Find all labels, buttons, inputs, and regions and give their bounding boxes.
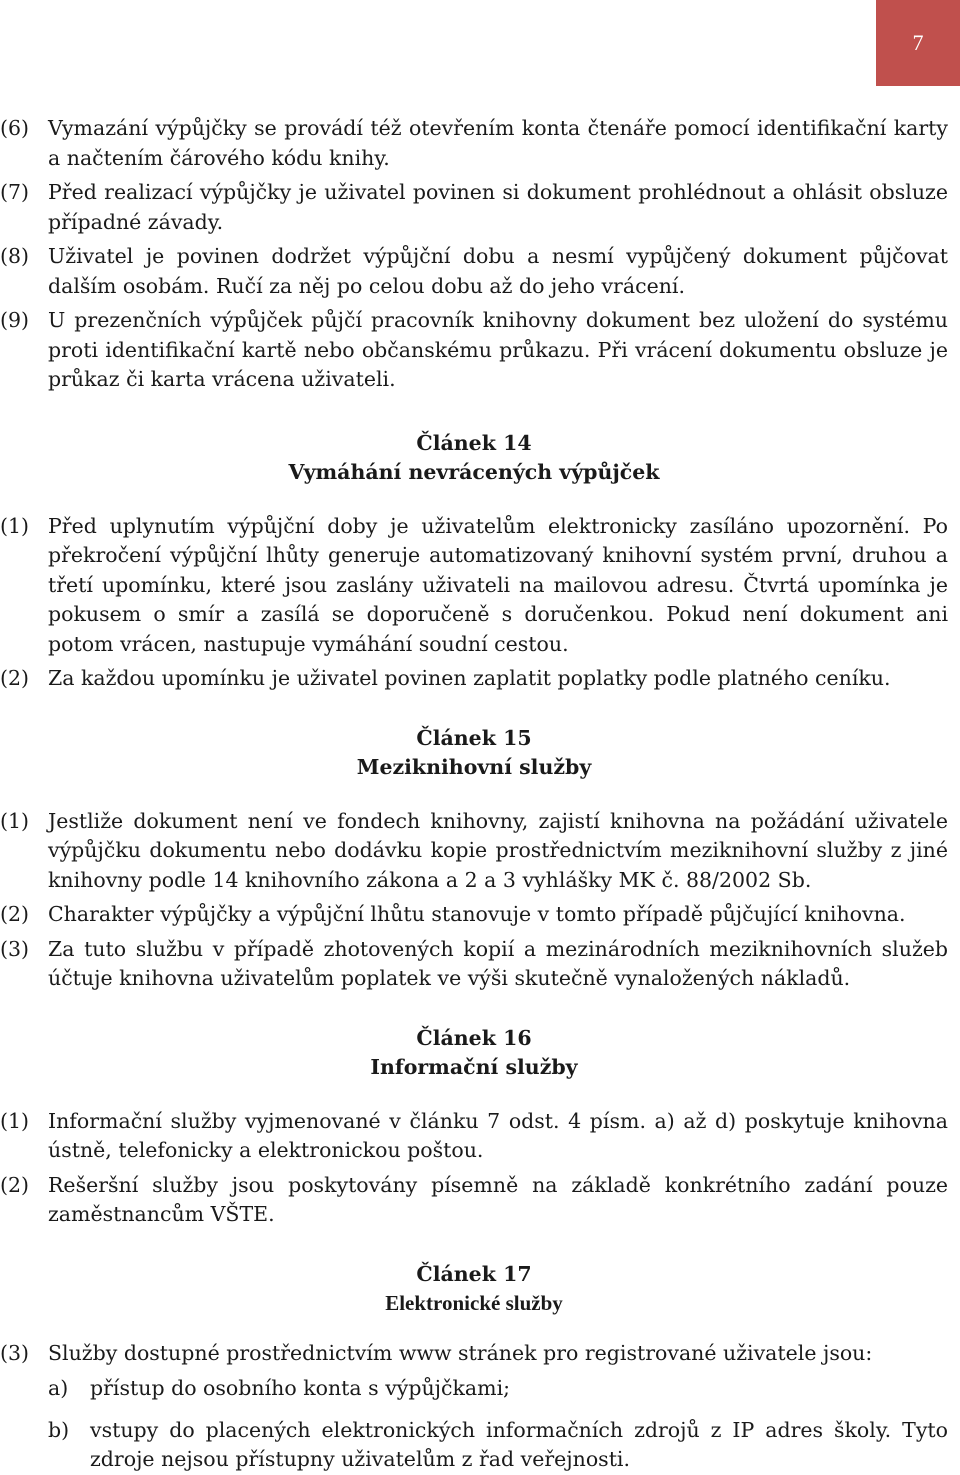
sub-item-text: vstupy do placených elektronických informačních zdrojů z IP adres školy. Tyto zdroje nejsou přístupny uživatelům z řad veřejnosti. <box>90 1417 948 1471</box>
list-item <box>0 664 948 694</box>
item-number: (1) <box>0 513 30 538</box>
article-title: Vymáhání nevrácených výpůjček <box>288 459 660 484</box>
list-item <box>0 114 948 173</box>
item-number: (9) <box>0 308 30 332</box>
item-text: Služby dostupné prostřednictvím www stránek pro registrované uživatele jsou: <box>48 1340 873 1365</box>
sub-list-item <box>48 1416 948 1475</box>
sub-list-item <box>48 1374 948 1404</box>
article-title: Informační služby <box>370 1054 578 1079</box>
item-number: (8) <box>0 244 30 268</box>
list-item <box>0 178 948 237</box>
article-14-heading <box>0 429 948 487</box>
item-number: (3) <box>0 1340 30 1365</box>
item-text: U prezenčních výpůjček půjčí pracovník knihovny dokument bez uložení do systému proti identifikační kartě nebo občanskému průkazu. Při vrácení dokumentu obsluze je průkaz či karta vrácena uživateli. <box>48 308 948 391</box>
article-17-body <box>0 1339 948 1475</box>
item-text: Za každou upomínku je uživatel povinen zaplatit poplatky podle platného ceníku. <box>48 666 891 690</box>
article-15-body <box>0 807 948 994</box>
article-title: Elektronické služby <box>385 1290 563 1315</box>
article-17-heading <box>0 1260 948 1318</box>
list-item <box>0 1171 948 1230</box>
item-number: (3) <box>0 936 30 961</box>
article-16-heading <box>0 1024 948 1082</box>
list-item <box>0 1339 948 1369</box>
article-number: Článek 15 <box>416 725 532 750</box>
list-item <box>0 512 948 660</box>
item-text: Za tuto službu v případě zhotovených kopií a mezinárodních meziknihovních služeb účtuje knihovna uživatelům poplatek ve výši skutečně vynaložených nákladů. <box>48 936 948 990</box>
sub-item-label: b) <box>48 1417 70 1442</box>
item-number: (2) <box>0 902 30 926</box>
sub-item-label: a) <box>48 1376 69 1400</box>
item-text: Před uplynutím výpůjční doby je uživatelům elektronicky zasíláno upozornění. Po překročení výpůjční lhůty generuje automatizovaný knihovní systém první, druhou a třetí upomínku, které jsou zaslány uživateli na mailovou adresu. Čtvrtá upomínka je pokusem o smír a zasílá se doporučeně s doručenkou. Pokud není dokument ani potom vrácen, nastupuje vymáhání soudní cestou. <box>48 513 948 656</box>
article-16-body <box>0 1107 948 1230</box>
item-number: (1) <box>0 1108 30 1133</box>
article-13-continuation <box>0 114 948 395</box>
list-item <box>0 935 948 994</box>
item-text: Uživatel je povinen dodržet výpůjční dobu a nesmí vypůjčený dokument půjčovat dalším osobám. Ručí za něj po celou dobu až do jeho vrácení. <box>48 244 948 298</box>
item-text: Charakter výpůjčky a výpůjční lhůtu stanovuje v tomto případě půjčující knihovna. <box>48 902 906 926</box>
item-text: Informační služby vyjmenované v článku 7 odst. 4 písm. a) až d) poskytuje knihovna ústně, telefonicky a elektronickou poštou. <box>48 1108 948 1162</box>
article-number: Článek 16 <box>416 1025 532 1050</box>
article-number: Článek 17 <box>416 1261 532 1286</box>
list-item <box>0 900 948 930</box>
item-text: Rešeršní služby jsou poskytovány písemně na základě konkrétního zadání pouze zaměstnancům VŠTE. <box>48 1172 948 1226</box>
item-text: Vymazání výpůjčky se provádí též otevřením konta čtenáře pomocí identifikační karty a načtením čárového kódu knihy. <box>48 116 948 170</box>
item-number: (1) <box>0 808 30 833</box>
item-number: (7) <box>0 180 30 204</box>
document-body <box>0 114 948 1475</box>
item-text: Před realizací výpůjčky je uživatel povinen si dokument prohlédnout a ohlásit obsluze případné závady. <box>48 180 948 234</box>
item-number: (2) <box>0 1172 30 1197</box>
list-item <box>0 807 948 896</box>
article-title: Meziknihovní služby <box>356 754 592 779</box>
list-item <box>0 242 948 301</box>
item-text: Jestliže dokument není ve fondech knihovny, zajistí knihovna na požádání uživatele výpůjčku dokumentu nebo dodávku kopie prostřednictvím meziknihovní služby z jiné knihovny podle 14 knihovního zákona a 2 a 3 vyhlášky MK č. 88/2002 Sb. <box>48 808 948 892</box>
sub-item-text: přístup do osobního konta s výpůjčkami; <box>90 1376 511 1400</box>
item-number: (2) <box>0 666 30 690</box>
article-number: Článek 14 <box>416 430 532 455</box>
article-15-heading <box>0 724 948 782</box>
item-number: (6) <box>0 116 30 140</box>
article-14-body <box>0 512 948 694</box>
list-item <box>0 306 948 395</box>
list-item <box>0 1107 948 1166</box>
page-number-badge: 7 <box>876 0 960 86</box>
